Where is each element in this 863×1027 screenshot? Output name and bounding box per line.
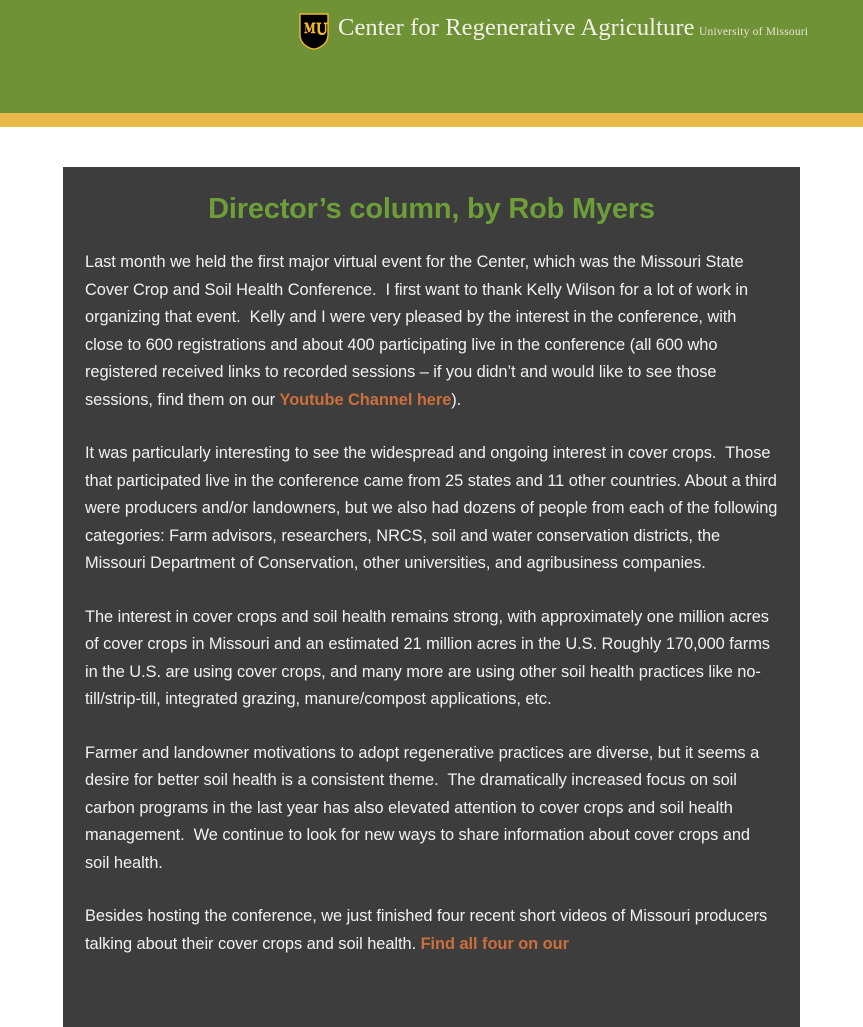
brand-title: Center for Regenerative Agriculture [338,14,695,41]
brand-lockup[interactable] [299,13,808,50]
inline-link[interactable]: Youtube Channel here [279,390,452,409]
article-paragraph [85,740,778,878]
article-card [63,167,800,1027]
mu-shield-logo-icon [299,13,329,50]
brand-subtitle: University of Missouri [699,26,809,38]
paragraph-text: Last month we held the first major virtual event for the Center, which was the Missouri State Cover Crop and Soil Health Conference. I first want to thank Kelly Wilson for a lot of work in organizing that event. Kelly and I were very pleased by the interest in the conference, with close to 600 registrations and about 400 participating live in the conference (all 600 who registered received links to recorded sessions – if you didn’t and would like to see those sessions, find them on our [85,253,753,409]
site-header [0,0,863,113]
paragraph-text: It was particularly interesting to see the widespread and ongoing interest in cover crops. Those that participated live in the conference came from 25 states and 11 other countries. About a third were producers and/or landowners, but we also had dozens of people from each of the following categories: Farm advisors, researchers, NRCS, soil and water conservation districts, the Missouri Department of Conservation, other universities, and agribusiness companies. [85,444,782,572]
brand-text-group [338,13,808,41]
page-body [0,127,863,1024]
header-accent-bar [0,113,863,127]
paragraph-text: Besides hosting the conference, we just finished four recent short videos of Missouri producers talking about their cover crops and soil health. [85,907,772,953]
paragraph-text: Farmer and landowner motivations to adopt regenerative practices are diverse, but it seems a desire for better soil health is a consistent theme. The dramatically increased focus on soil carbon programs in the last year has also elevated attention to cover crops and soil health management. We continue to look for new ways to share information about cover crops and soil health. [85,743,764,872]
article-paragraph [85,249,778,414]
inline-link[interactable]: Find all four on our [420,934,569,953]
page-title: Director’s column, by Rob Myers [208,193,655,225]
article-body [85,249,782,958]
article-paragraph [85,903,778,958]
paragraph-text: The interest in cover crops and soil health remains strong, with approximately one million acres of cover crops in Missouri and an estimated 21 million acres in the U.S. Roughly 170,000 farms in the U.S. are using cover crops, and many more are using other soil health practices like no-till/strip-till, integrated grazing, manure/compost applications, etc. [85,607,775,708]
article-paragraph [85,440,782,578]
paragraph-text: ). [451,390,462,409]
article-paragraph [85,604,778,714]
